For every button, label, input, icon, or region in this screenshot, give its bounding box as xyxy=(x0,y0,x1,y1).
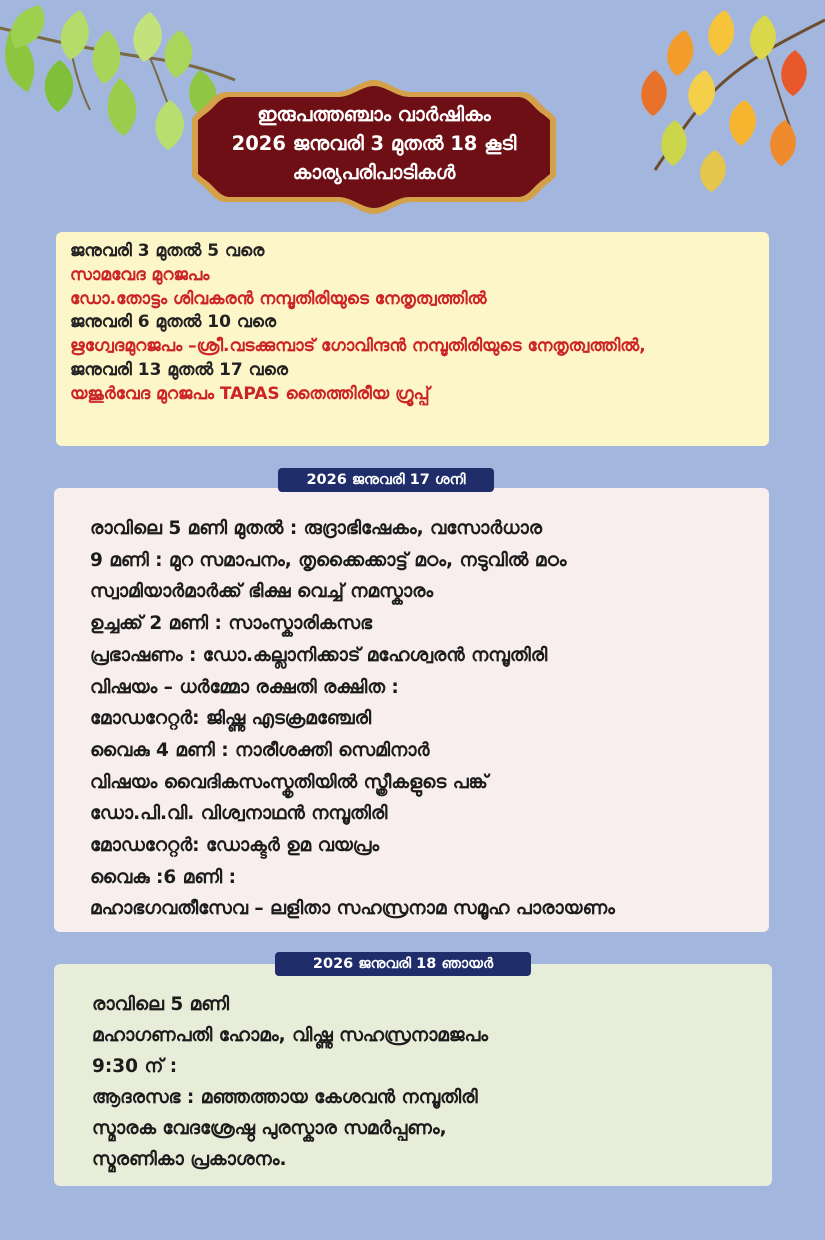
program-line: 9 മണി : മുറ സമാപനം, തൃക്കൈക്കാട്ട് മഠം, നടുവിൽ മഠം xyxy=(90,549,567,571)
autumn-leaves-branch xyxy=(625,0,825,200)
program-line: ആദരസഭ : മഞ്ഞത്തായ കേശവൻ നമ്പൂതിരി xyxy=(92,1087,478,1108)
title-line-2: 2026 ജനുവരി 3 മുതൽ 18 കൂടി xyxy=(231,132,517,155)
schedule-line: ജനുവരി 3 മുതൽ 5 വരെ xyxy=(70,241,265,261)
program-line: മോഡറേറ്റർ: ജിഷ്ണു എടക്രമഞ്ചേരി xyxy=(90,708,372,730)
program-line: ഉച്ചക്ക് 2 മണി : സാംസ്കാരികസഭ xyxy=(90,613,373,635)
program-line: മോഡറേറ്റർ: ഡോക്ടർ ഉമ വയപ്രം xyxy=(90,835,380,857)
program-line: ഡോ.പി.വി. വിശ്വനാഥൻ നമ്പൂതിരി xyxy=(90,803,388,825)
schedule-line: സാമവേദ മുറജപം xyxy=(70,264,210,285)
program-line: വൈകു :6 മണി : xyxy=(90,866,237,888)
page-title xyxy=(186,100,562,187)
day2-date-tab: 2026 ജനുവരി 18 ഞായർ xyxy=(275,952,531,976)
program-line: സ്വാമിയാർമാർക്ക് ഭിക്ഷ വെച്ച് നമസ്കാരം xyxy=(90,581,434,603)
program-line: വിഷയം – ധർമ്മോ രക്ഷതി രക്ഷിത : xyxy=(90,676,399,698)
murajapam-schedule-panel xyxy=(56,232,769,446)
program-line: രാവിലെ 5 മണി xyxy=(92,994,230,1015)
day2-program-panel xyxy=(54,964,772,1186)
day1-program-panel xyxy=(54,488,769,932)
program-line: മഹാഗണപതി ഹോമം, വിഷ്ണു സഹസ്രനാമജപം xyxy=(92,1025,489,1046)
program-line: സ്മരണികാ പ്രകാശനം. xyxy=(92,1149,287,1170)
program-line: സ്മാരക വേദശ്രേഷ്ഠ പുരസ്കാര സമർപ്പണം, xyxy=(92,1118,447,1139)
program-line: രാവിലെ 5 മണി മുതൽ : രുദ്രാഭിഷേകം, വസോർധാര xyxy=(90,518,543,539)
title-line-1: ഇരുപത്തഞ്ചാം വാർഷികം xyxy=(257,103,491,126)
program-line: പ്രഭാഷണം : ഡോ.കല്ലാനിക്കാട് മഹേശ്വരൻ നമ്പൂതിരി xyxy=(90,644,548,666)
schedule-line: ജനുവരി 13 മുതൽ 17 വരെ xyxy=(70,359,288,380)
schedule-line: ജനുവരി 6 മുതൽ 10 വരെ xyxy=(70,312,277,333)
program-line: വിഷയം വൈദികസംസ്കൃതിയിൽ സ്ത്രീകളുടെ പങ്ക് xyxy=(90,771,488,793)
schedule-line: ഋഗ്വേദമുറജപം –ശ്രീ.വടക്കുമ്പാട് ഗോവിന്ദൻ നമ്പൂതിരിയുടെ നേതൃത്വത്തിൽ, xyxy=(70,336,646,357)
title-banner xyxy=(186,78,562,216)
program-line: 9:30 ന് : xyxy=(92,1056,178,1077)
program-line: വൈകു 4 മണി : നാരീശക്തി സെമിനാർ xyxy=(90,739,430,761)
title-line-3: കാര്യപരിപാടികൾ xyxy=(292,161,456,184)
schedule-line: ഡോ.തോട്ടം ശിവകരൻ നമ്പൂതിരിയുടെ നേതൃത്വത്തിൽ xyxy=(70,288,487,309)
schedule-line: യജുർവേദ മുറജപം TAPAS തൈത്തിരീയ ഗ്രൂപ്പ് xyxy=(70,383,430,404)
day1-date-tab: 2026 ജനുവരി 17 ശനി xyxy=(278,468,494,492)
program-line: മഹാഭഗവതീസേവ – ലളിതാ സഹസ്രനാമ സമൂഹ പാരായണം xyxy=(90,898,615,920)
